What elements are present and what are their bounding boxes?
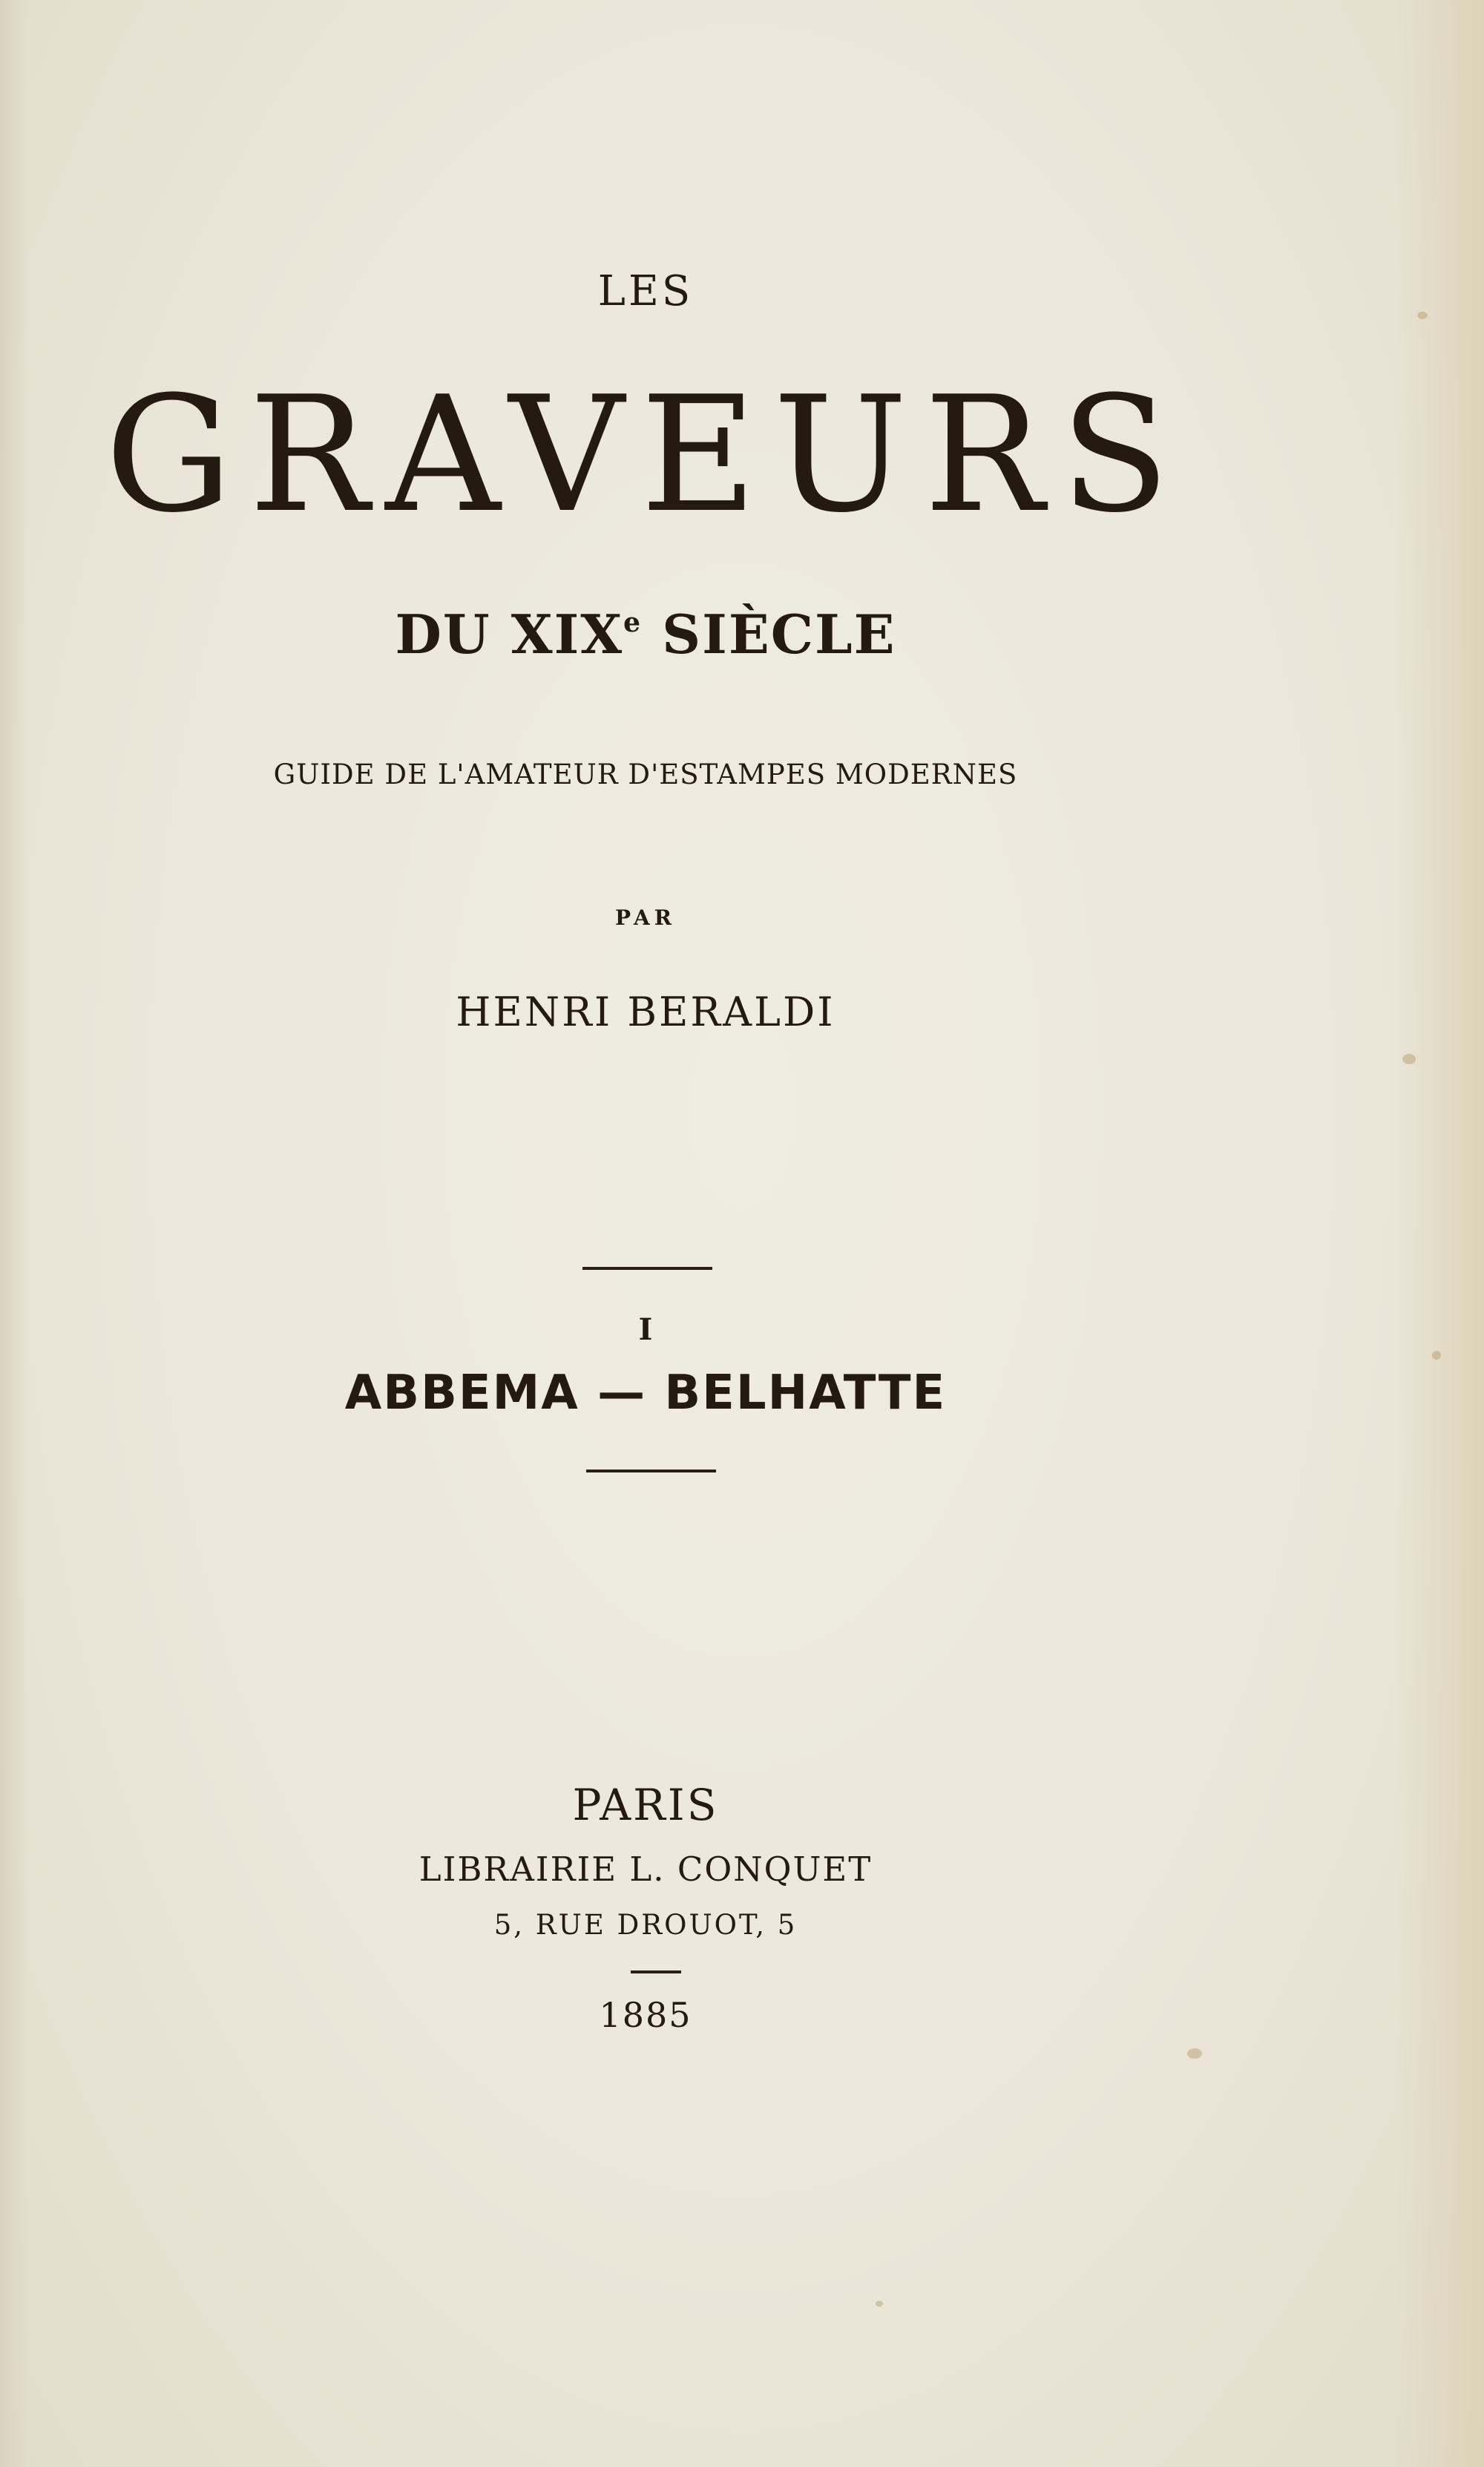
par-label: PAR [614, 905, 676, 930]
guide-subtitle: GUIDE DE L'AMATEUR D'ESTAMPES MODERNES [273, 759, 1018, 790]
imprint-city: PARIS [572, 1780, 719, 1830]
imprint-short-rule [631, 1970, 681, 1973]
divider-rule-bottom [586, 1470, 716, 1472]
foxing-spot [876, 2301, 883, 2307]
foxing-spot [1417, 312, 1428, 319]
imprint-address: 5, RUE DROUOT, 5 [493, 1909, 798, 1941]
divider-rule-top [582, 1267, 712, 1270]
page-edge-shadow-right [1395, 0, 1484, 2467]
imprint-year: 1885 [599, 1995, 692, 2035]
imprint-publisher: LIBRAIRIE L. CONQUET [418, 1850, 873, 1889]
foxing-spot [1402, 1054, 1416, 1064]
foxing-spot [1187, 2048, 1202, 2059]
volume-range: ABBEMA — BELHATTE [344, 1366, 947, 1421]
title-graveurs: GRAVEURS [105, 361, 1186, 548]
subtitle-end: SIÈCLE [642, 603, 896, 666]
foxing-spot [1432, 1351, 1441, 1360]
volume-number: I [638, 1312, 653, 1347]
subtitle-superscript: e [623, 607, 643, 639]
title-les: LES [597, 267, 694, 315]
author-name: HENRI BERALDI [456, 989, 835, 1035]
page-edge-shadow-left [0, 0, 30, 2467]
subtitle-main: DU XIX [395, 603, 624, 666]
subtitle-century [0, 603, 1291, 666]
